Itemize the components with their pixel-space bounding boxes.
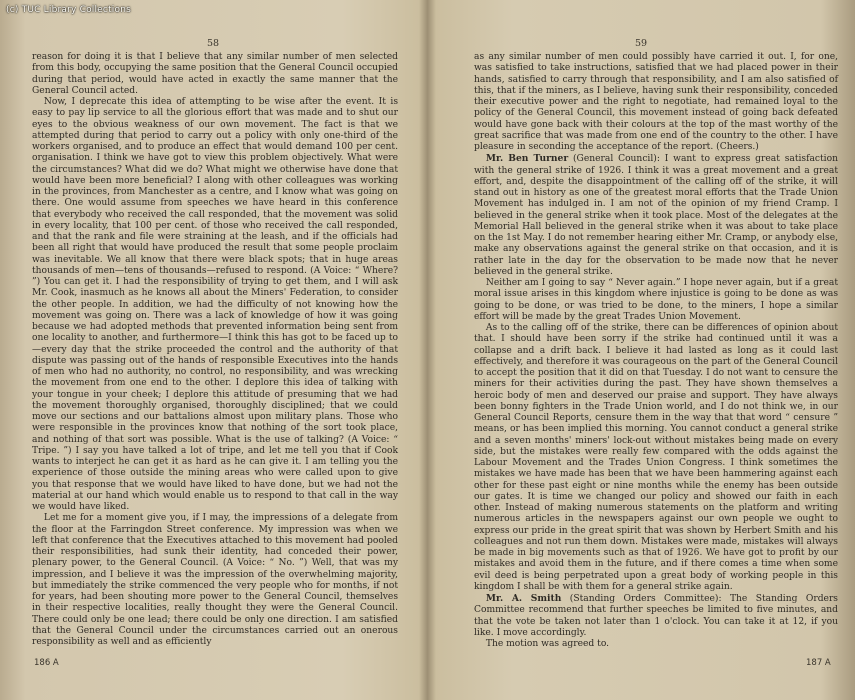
- speaker-name: Mr. A. Smith: [485, 593, 562, 604]
- page-body: [32, 52, 398, 648]
- signature-mark: 187 A: [806, 658, 831, 668]
- paragraph-text: As to the calling off of the strike, there can be differences of opinion about that. I should have been sorry if the strike had continued until it was a collapse and a drift back. I believe it had lasted as long as it could last effectively, and therefore it was courageous on the part of the General Council to accept the position that it did on that Tuesday. I do not want to censure the miners for their activities during the past. They have shown themselves a heroic body of men and deserved our praise and support. They have always been bonny fighters in the Trade Union world, and I do not think we, in our General Council Reports, censure them in the way that that word “ censure ” means, or has been implied this morning. You cannot conduct a general strike and a seven months' miners' lock-out without mistakes being made on every side, but the mistakes were really few compared with the odds against the Labour Movement and the Trades Union Congress. I think sometimes the mistakes we have made has been that we have been hammering against each other for these past eight or nine months while the enemy has been outside our gates. It is time we changed our policy and showed our faith in each other. Instead of making numerous statements on the platform and writing numerous articles in the newspapers against our own people we ought to express our pride in the great spirit that was shown by Herbert Smith and his colleagues and not run them down. Mistakes were made, mistakes will always be made in big movements such as that of 1926. We have got to profit by our mistakes and avoid them in the future, and if there comes a time when some evil deed is being perpetrated upon a great body of working people in this kingdom I shall be with them for a general strike again.: [474, 323, 838, 592]
- right-page: [428, 0, 855, 700]
- paragraph-text: Neither am I going to say “ Never again.” I hope never again, but if a great moral issue arises in this kingdom where injustice is going to be done as was going to be done, or was tried to be done, to the miners, I hope a similar effort will be made by the great Trades Union Movement.: [474, 278, 838, 322]
- paragraph: Let me for a moment give you, if I may, the impressions of a delegate from the floor at the Farringdon Street conference. My impression was when we left that conference that the Executives attached to this movement had pooled their responsibilities, had sunk their identity, had conceded their power, plenary power, to the General Council. (A Voice: “ No. ”) Well, that was my impression, and I believe it was the impression of the overwhelming majority, but immediately the strike commenced the very people who for months, if not for years, had been shouting more power to the General Council, themselves in their respective localities, really thought they were the General Council. There could only be one lead; there could be only one direction. I am satisfied that the General Council under the circumstances carried out an onerous responsibility as well and as efficiently: [32, 513, 398, 647]
- page-number: 59: [635, 38, 648, 49]
- paragraph-text: (Standing Orders Committee): The Standing Orders Committee recommend that further speeches be limited to five minutes, and that the vote be taken not later than 1 o'clock. You can take it at 12, if you like. I move accordingly.: [474, 594, 838, 638]
- paragraph: reason for doing it is that I believe that any similar number of men selected from this body, occupying the same position that the General Council occupied during that period, would have acted in exactly the same manner that the General Council acted.: [32, 52, 398, 96]
- signature-mark: 186 A: [34, 658, 59, 668]
- paragraph: [474, 278, 838, 323]
- copyright-watermark: (c) TUC Library Collections: [6, 5, 131, 15]
- page-body: [474, 52, 838, 650]
- paragraph: [474, 639, 838, 650]
- paragraph: Now, I deprecate this idea of attempting to be wise after the event. It is easy to pay lip service to all the glorious effort that was made and to shut our eyes to the obvious weakness of our own movement. The fact is that we attempted during that period to carry out a policy with only one-third of the workers organised, and to produce an effect that would demand 100 per cent. organisation. I think we have got to view this problem objectively. What were the circumstances? What did we do? What might we otherwise have done that would have been more beneficial? I along with other colleagues was working in the provinces, from Manchester as a centre, and I know what was going on there. One would assume from speeches we have heard in this conference that everybody who received the call responded, that the movement was solid in every locality, that 100 per cent. of those who received the call responded, and that the rank and file were straining at the leash, and if the officials had been all right that would have produced the result that some people proclaim was inevitable. We all know that there were black spots; that in huge areas thousands of men—tens of thousands—refused to respond. (A Voice: “ Where? ”) You can get it. I had the responsibility of trying to get them, and I will ask Mr. Cook, inasmuch as he knows all about the Miners' Federation, to consider the other people. In addition, we had the difficulty of not knowing how the movement was going on. There was a lack of knowledge of how it was going because we had adopted methods that prevented information being sent from one locality to another, and furthermore—I think this has got to be faced up to—every day that the strike proceeded the control and the authority of that dispute was passing out of the hands of responsible Executives into the hands of men who had no authority, no control, no responsibility, and was wrecking the movement from one end to the other. I deplore this idea of talking with your tongue in your cheek; I deplore this attitude of presuming that we had the movement thoroughly organised, thoroughly disciplined; that we could move our sections and our battalions almost upon military plans. Those who were responsible in the provinces know that nothing of the sort took place, and nothing of that sort was possible. What is the use of talking? (A Voice: “ Tripe. ”) I say you have talked a lot of tripe, and let me tell you that if Cook wants to interject he can get it as hard as he can give it. I am telling you the experience of those outside the mining areas who were called upon to give you that response that we would have liked to have done, but we had not the material at our hand which would enable us to respond to that call in the way we would have liked.: [32, 97, 398, 512]
- paragraph: [474, 593, 838, 639]
- paragraph: [474, 323, 838, 593]
- speaker-name: Mr. Ben Turner: [485, 153, 569, 165]
- paragraph-text: (General Council): I want to express great satisfaction with the general strike of 1926. I think it was a great movement and a great effort, and, despite the disappointment of the calling off of the strike, it will stand out in history as one of the greatest moral efforts that the Trade Union Movement has indulged in. I am not of the opinion of my friend Cramp. I believed in the general strike when it took place. Most of the delegates at the Memorial Hall believed in the general strike when it was about to take place on the 1st May. I do not remember hearing either Mr. Cramp, or anybody else, make any observations against the general strike on that occasion, and it is rather late in the day for the observation to be made now that he never believed in the general strike.: [474, 154, 838, 277]
- paragraph-text: The motion was agreed to.: [485, 639, 610, 649]
- page-number: 58: [207, 38, 220, 49]
- paragraph: [474, 153, 838, 278]
- paragraph: [474, 52, 838, 153]
- left-page: [0, 0, 427, 700]
- paragraph-text: as any similar number of men could possibly have carried it out. I, for one, was satisfied to take instructions, satisfied that we had placed power in their hands, satisfied to carry through that responsibility, and I am also satisfied of this, that if the miners, as I believe, having sunk their responsibility, conceded their executive power and the right to negotiate, had remained loyal to the policy of the General Council, this movement instead of going back defeated would have gone back with their colours at the top of the mast worthy of the great sacrifice that was made from one end of the country to the other. I have pleasure in seconding the acceptance of the report. (Cheers.): [474, 52, 838, 152]
